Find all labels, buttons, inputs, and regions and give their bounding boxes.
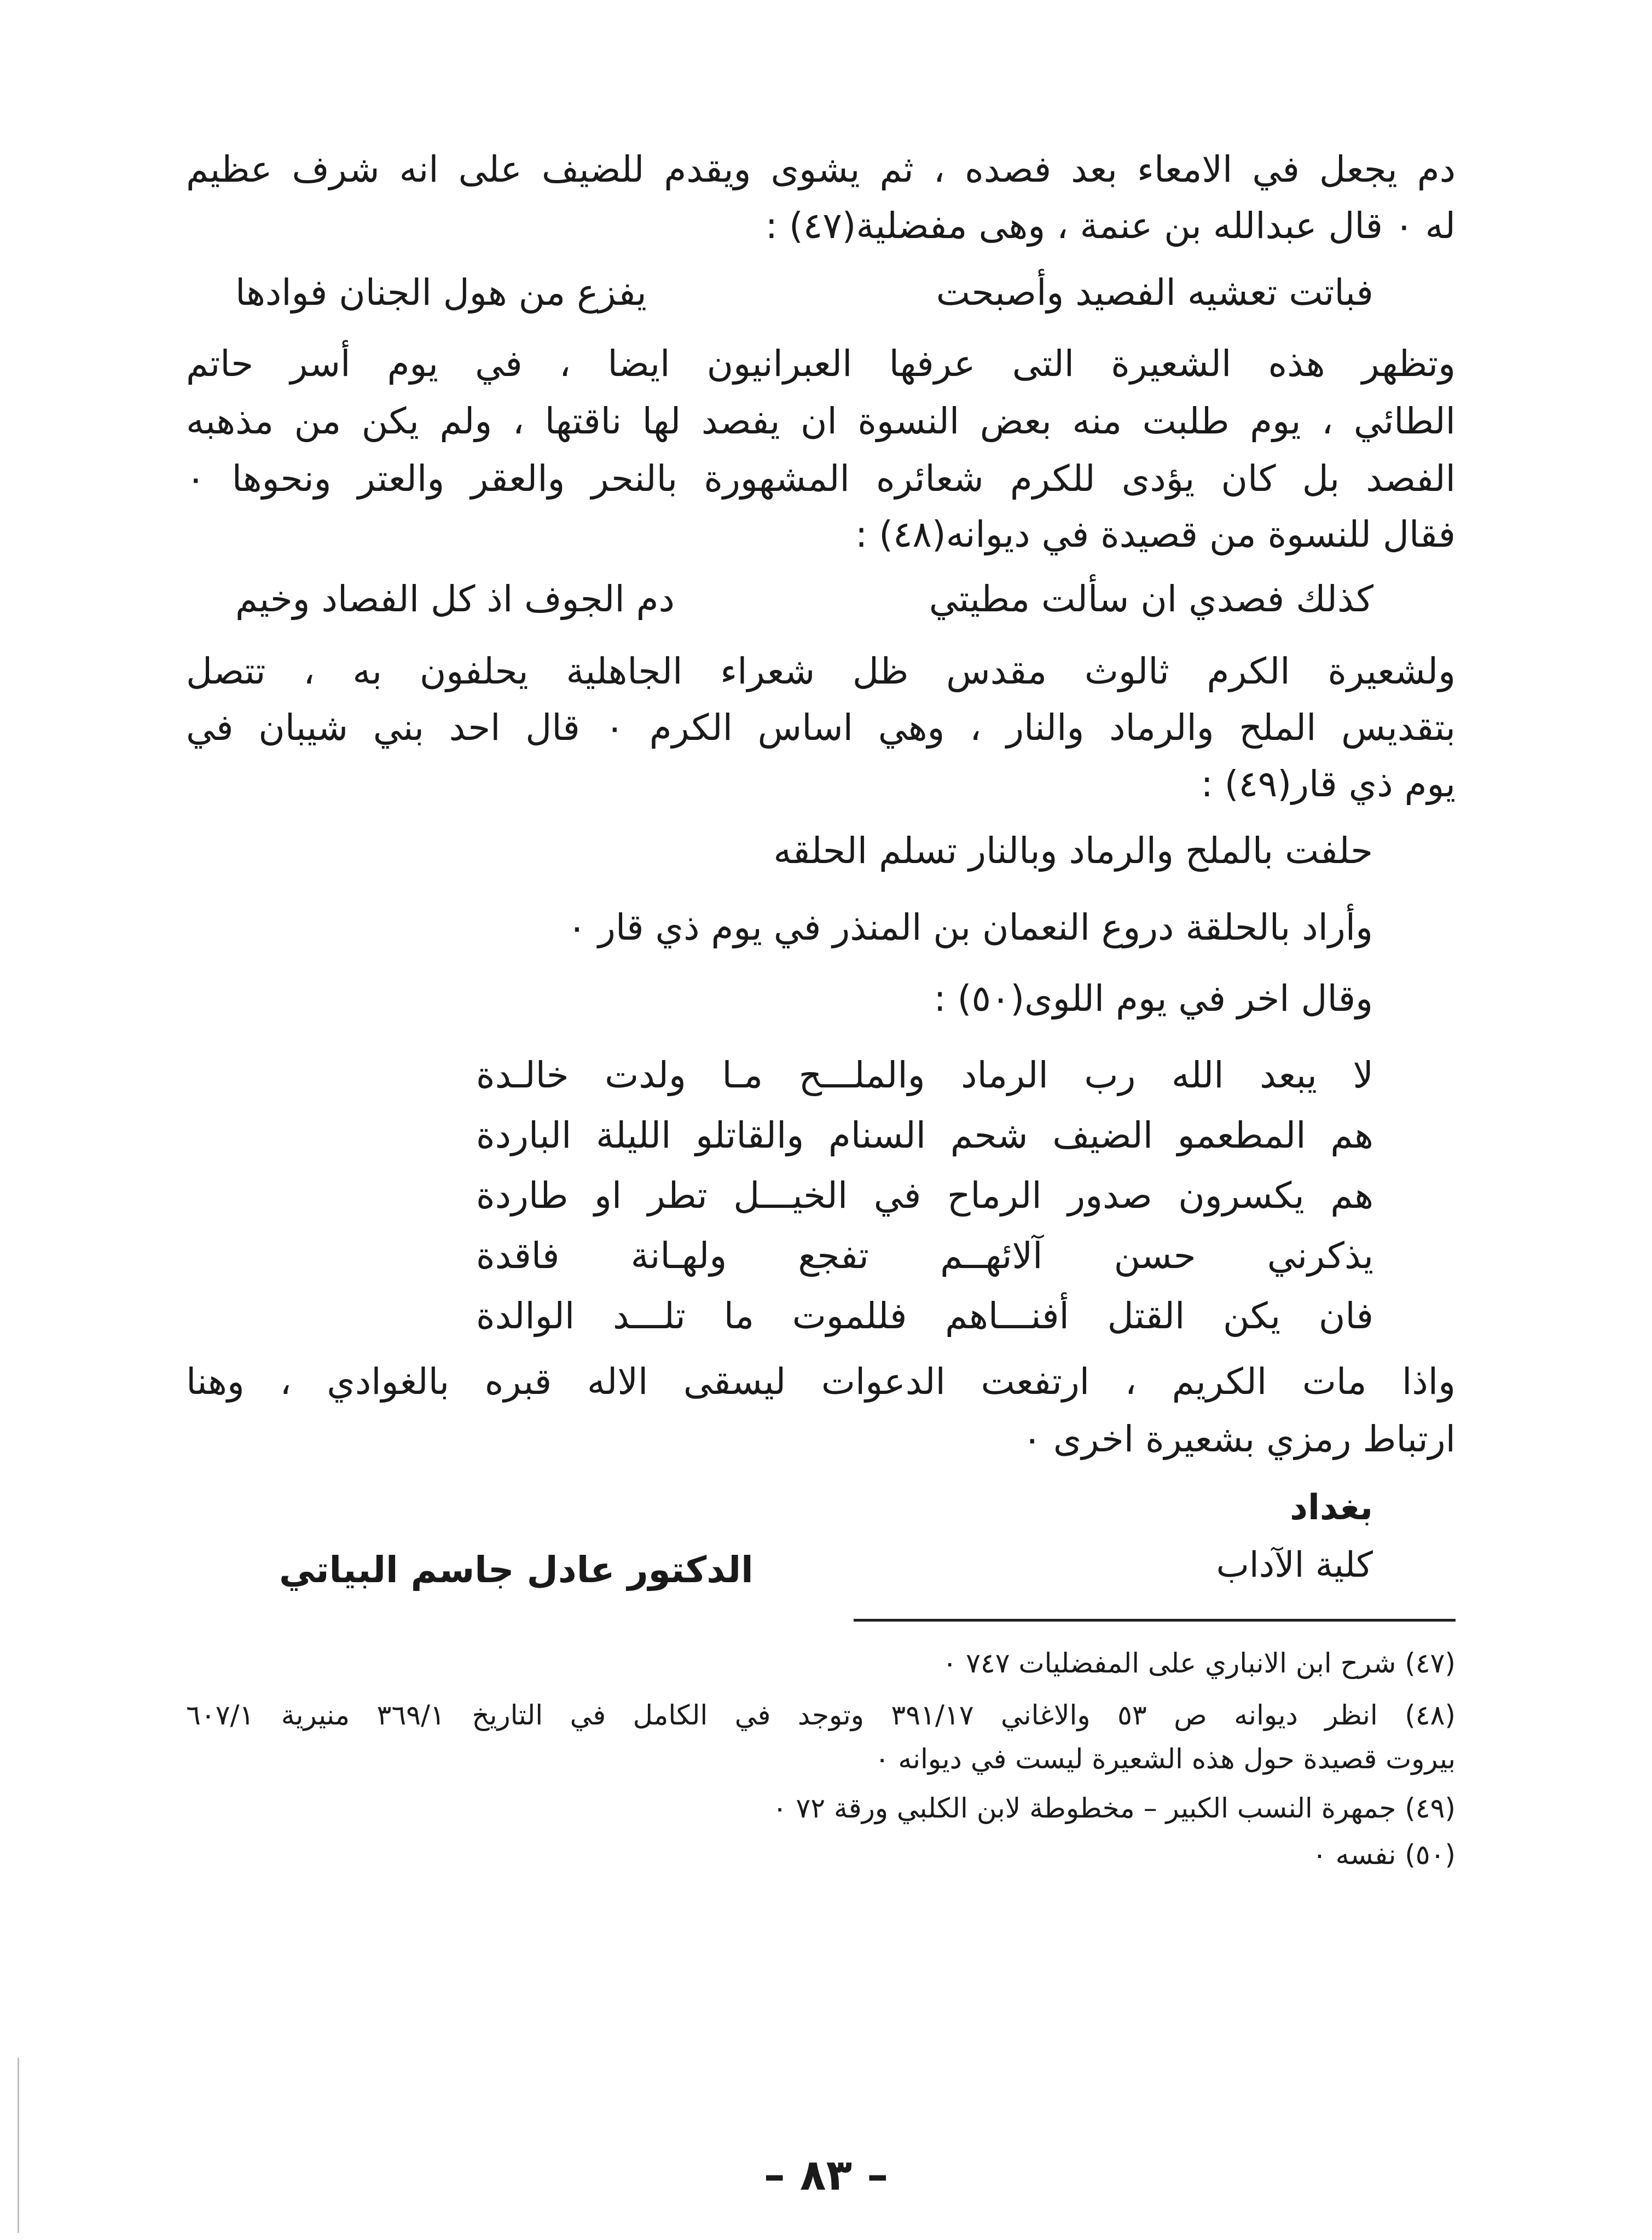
verse-line	[235, 569, 1373, 629]
footnote: (٤٨) انظر ديوانه ص ٥٣ والاغاني ٣٩١/١٧ وتوجد في الكامل في التاريخ ٣٦٩/١ منيرية ٦٠٧/١	[186, 1699, 1456, 1731]
paragraph-line: وأراد بالحلقة دروع النعمان بن المنذر في يوم ذي قار ٠	[567, 906, 1373, 948]
verse-line: حلفت بالملح والرماد وبالنار تسلم الحلقه	[773, 830, 1373, 872]
poem-line: يذكرني حسن آلائهــم تفجع ولهـانة فاقدة	[476, 1235, 1373, 1277]
footnote: (٤٧) شرح ابن الانباري على المفضليات ٧٤٧ ٠	[942, 1647, 1456, 1679]
paragraph-line: وتظهر هذه الشعيرة التى عرفها العبرانيون ايضا ، في يوم أسر حاتم	[186, 343, 1456, 385]
footnote: (٤٩) جمهرة النسب الكبير – مخطوطة لابن الكلبي ورقة ٧٢ ٠	[772, 1792, 1456, 1824]
author-name: الدكتور عادل جاسم البياتي	[279, 1549, 753, 1591]
paragraph-line: له ٠ قال عبدالله بن عنمة ، وهى مفضلية(٤٧) :	[765, 205, 1456, 247]
verse-hemistich-second: دم الجوف اذ كل الفصاد وخيم	[235, 578, 675, 620]
signature-college: كلية الآداب	[1216, 1545, 1373, 1585]
page-number: – ٨٣ –	[763, 2151, 889, 2200]
poem-line: هم يكسرون صدور الرماح في الخيـــل تطر او طاردة	[476, 1174, 1373, 1217]
paragraph-line: الطائي ، يوم طلبت منه بعض النسوة ان يفصد لها ناقتها ، ولم يكن من مذهبه	[186, 400, 1456, 442]
paragraph-line: ارتباط رمزي بشعيرة اخرى ٠	[1022, 1418, 1456, 1460]
verse-hemistich-first: كذلك فصدي ان سألت مطيتي	[929, 578, 1373, 620]
scan-edge-line	[18, 2058, 19, 2233]
footnote: (٥٠) نفسه ٠	[1312, 1839, 1456, 1871]
paragraph-line: يوم ذي قار(٤٩) :	[1201, 763, 1456, 805]
signature-city: بغداد	[1290, 1487, 1373, 1528]
paragraph-line: واذا مات الكريم ، ارتفعت الدعوات ليسقى الاله قبره بالغوادي ، وهنا	[186, 1361, 1456, 1403]
paragraph-line: دم يجعل في الامعاء بعد فصده ، ثم يشوى ويقدم للضيف على انه شرف عظيم	[186, 148, 1456, 190]
paragraph-line: فقال للنسوة من قصيدة في ديوانه(٤٨) :	[855, 513, 1456, 555]
poem-line: لا يبعد الله رب الرماد والملـــح مـا ولدت خالـدة	[476, 1054, 1373, 1096]
poem-line: فان يكن القتل أفنـــاهم فللموت ما تلـــد الوالدة	[476, 1295, 1373, 1337]
paragraph-line: بتقديس الملح والرماد والنار ، وهي اساس الكرم ٠ قال احد بني شيبان في	[186, 707, 1456, 749]
verse-hemistich-second: يفزع من هول الجنان فوادها	[235, 271, 647, 314]
paragraph-line: وقال اخر في يوم اللوى(٥٠) :	[934, 977, 1373, 1020]
paragraph-line: ولشعيرة الكرم ثالوث مقدس ظل شعراء الجاهلية يحلفون به ، تتصل	[186, 650, 1456, 692]
footnote-continuation: بيروت قصيدة حول هذه الشعيرة ليست في ديوانه ٠	[874, 1743, 1456, 1775]
verse-line	[235, 263, 1373, 323]
footnote-separator	[854, 1619, 1456, 1622]
poem-line: هم المطعمو الضيف شحم السنام والقاتلو الليلة الباردة	[476, 1114, 1373, 1156]
verse-hemistich-first: فباتت تعشيه الفصيد وأصبحت	[936, 271, 1373, 314]
paragraph-line: الفصد بل كان يؤدى للكرم شعائره المشهورة بالنحر والعقر والعتر ونحوها ٠	[186, 458, 1456, 500]
